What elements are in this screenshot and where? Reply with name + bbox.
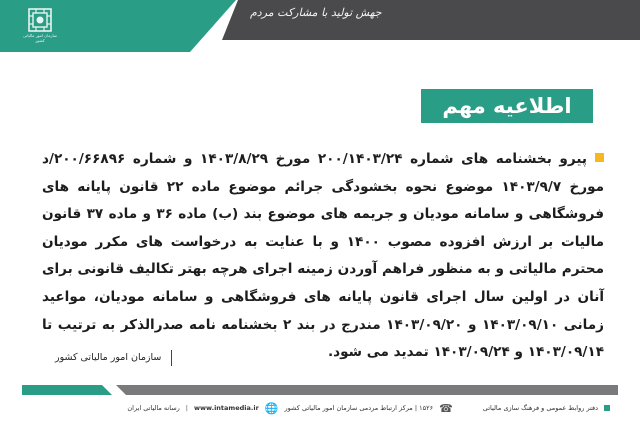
footer-separator: | <box>185 404 188 412</box>
signature: سازمان امور مالیاتی کشور <box>55 350 172 366</box>
notice-title: اطلاعیه مهم <box>421 89 593 123</box>
phone-icon: ☎ <box>439 401 453 415</box>
header-slogan: جهش تولید با مشارکت مردم <box>250 6 382 19</box>
notice-body <box>42 146 604 367</box>
footer-dept: دفتر روابط عمومی و فرهنگ سازی مالیاتی <box>482 404 598 412</box>
footer-media-name: رسانه مالیاتی ایران <box>127 404 180 412</box>
footer-url[interactable]: www.intamedia.ir <box>194 404 259 412</box>
footer-gray-bar <box>116 385 618 395</box>
footer-info <box>30 401 610 415</box>
footer-phone: ۱۵۲۶ | مرکز ارتباط مردمی سازمان امور مالیاتی کشور <box>284 404 434 412</box>
tax-organization-logo-icon <box>28 8 52 32</box>
notice-body-text: پیرو بخشنامه های شماره ۲۰۰/۱۴۰۳/۲۴ مورخ ۱۴۰۳/۸/۲۹ و شماره ۲۰۰/۶۶۸۹۶/د مورخ ۱۴۰۳/۹/۷ موضوع نحوه بخشودگی جرائم موضوع ماده ۲۲ قانون پایانه های فروشگاهی و سامانه مودیان و جریمه های موضوع بند (ب) ماده ۳۶ و ماده ۳۷ قانون مالیات بر ارزش افزوده مصوب ۱۴۰۰ و با عنایت به درخواست های مکرر مودیان محترم مالیاتی و به منظور فراهم آوردن زمینه اجرای هرچه بهتر تکالیف قانونی برای آنان در اولین سال اجرای قانون پایانه های فروشگاهی و سامانه مودیان، مواعید زمانی ۱۴۰۳/۰۹/۱۰ و ۱۴۰۳/۰۹/۲۰ مندرج در بند ۲ بخشنامه نامه صدرالذکر به ترتیب تا ۱۴۰۳/۰۹/۱۴ و ۱۴۰۳/۰۹/۲۴ تمدید می شود. <box>42 151 605 361</box>
footer-teal-bar <box>22 385 112 395</box>
globe-icon: 🌐 <box>264 401 279 415</box>
logo-caption: سازمان امور مالیاتی کشور <box>22 33 58 43</box>
bullet-square-icon <box>595 153 604 162</box>
footer-square-icon <box>604 405 610 411</box>
